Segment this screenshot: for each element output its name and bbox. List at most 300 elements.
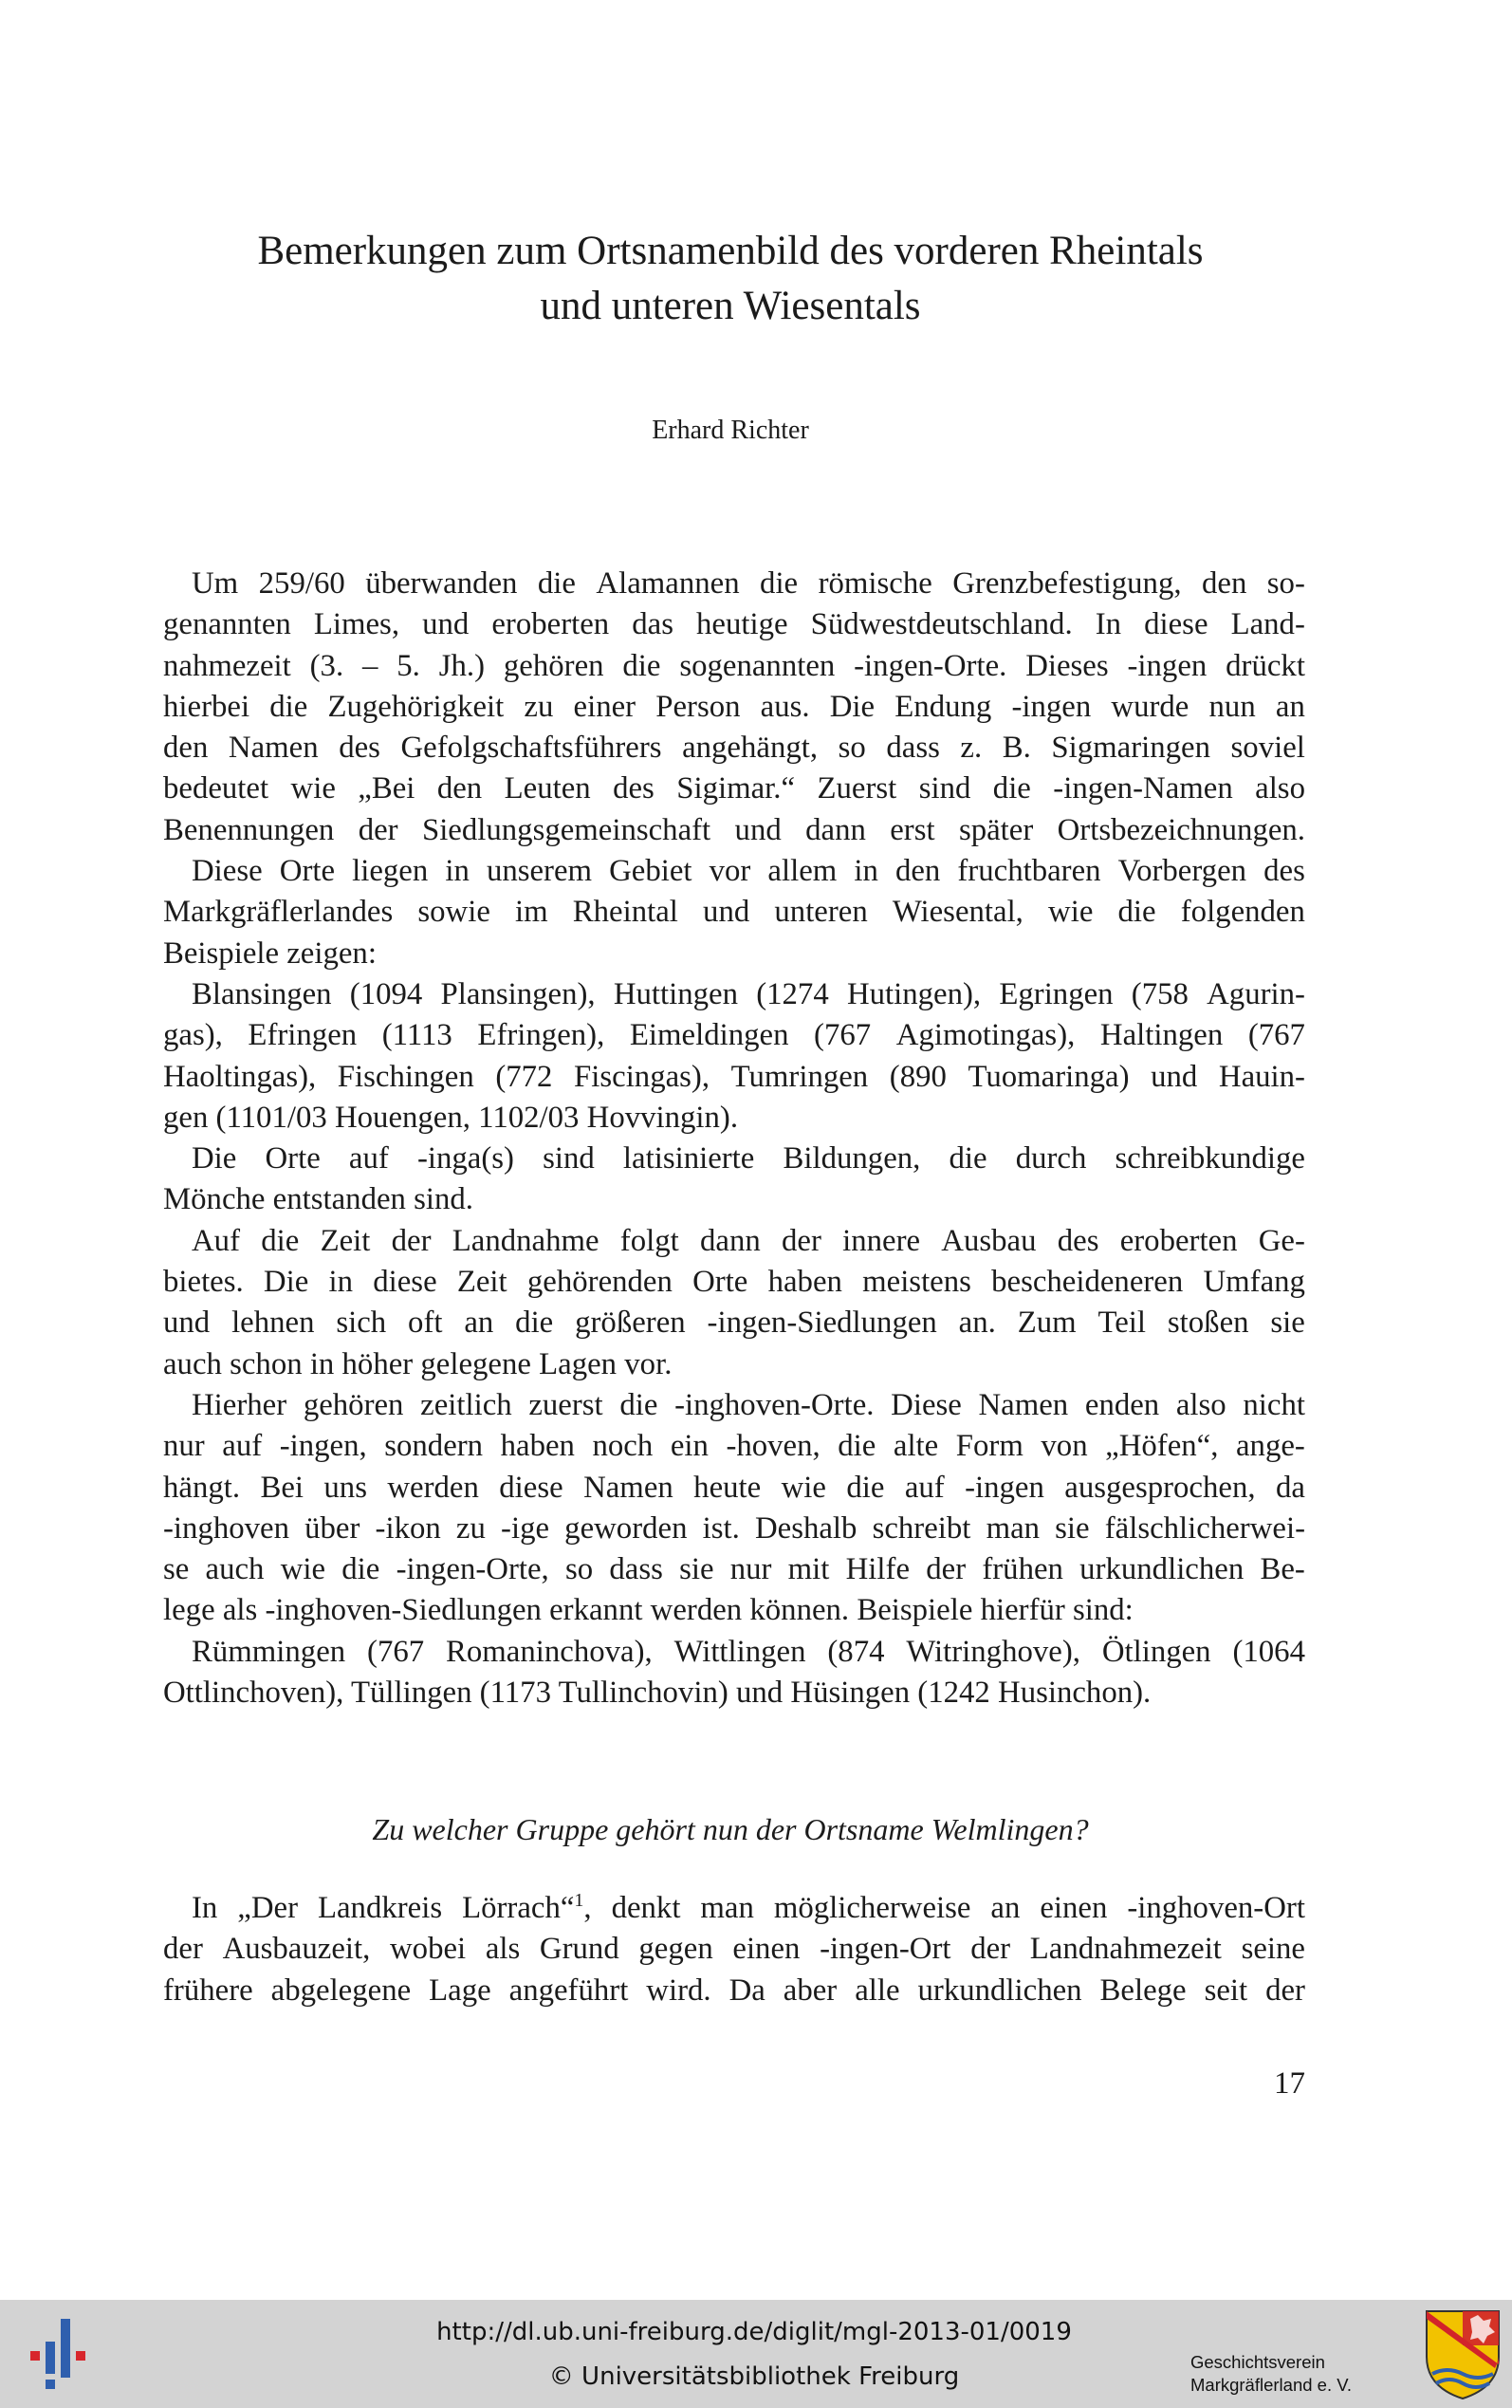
word: sind	[543, 1141, 595, 1176]
word: Teil	[1097, 1306, 1147, 1341]
word: „Bei	[358, 771, 415, 806]
title-line-1: Bemerkungen zum Ortsnamenbild des vorderen Rheintals	[257, 229, 1204, 273]
word: überwanden	[365, 566, 518, 601]
word: (874	[827, 1634, 885, 1669]
word: des	[613, 771, 655, 806]
word: vor	[709, 854, 751, 889]
word: sowie	[417, 895, 490, 930]
word: später	[958, 812, 1034, 847]
word: die	[760, 566, 799, 601]
word: Blansingen	[192, 976, 332, 1011]
word: (1064	[1232, 1634, 1305, 1669]
word: Diese	[192, 854, 263, 889]
word: In	[1095, 607, 1122, 642]
word: Alamannen	[596, 566, 740, 601]
word: Ausbauzeit,	[222, 1932, 371, 1967]
word: den	[1202, 566, 1247, 601]
word: und	[422, 607, 470, 642]
word: eroberten	[491, 607, 610, 642]
word: Zeit	[320, 1223, 371, 1258]
word: Gefolgschaftsführers	[400, 731, 662, 766]
word: diese	[499, 1470, 563, 1505]
word: Grund	[539, 1932, 619, 1967]
word: Zum	[1017, 1306, 1077, 1341]
body-line	[163, 1385, 1305, 1426]
word: wurde	[1111, 689, 1189, 724]
word: Limes,	[313, 607, 400, 642]
body-line: Beispiele zeigen:	[163, 935, 377, 971]
word: latisinierte	[622, 1141, 755, 1176]
body-line: Ottlinchoven), Tüllingen (1173 Tullinchovin) und Hüsingen (1242 Husinchon).	[163, 1676, 1152, 1711]
word: man	[986, 1510, 1041, 1546]
word: man	[700, 1891, 754, 1925]
word: -ingen	[1127, 648, 1208, 683]
word: liegen	[352, 854, 429, 889]
word: geworden	[564, 1510, 688, 1546]
word: Zuerst	[817, 771, 897, 806]
body-line	[163, 1632, 1305, 1673]
word: Eimeldingen	[629, 1018, 789, 1053]
word: Efringen	[248, 1018, 358, 1053]
word: Be-	[1260, 1552, 1305, 1587]
title-line-2: und unteren Wiesentals	[540, 284, 921, 328]
word: einen	[732, 1932, 801, 1967]
word: unteren	[774, 895, 868, 930]
word: die	[261, 1223, 300, 1258]
word: wird.	[646, 1973, 711, 2008]
word: -ikon	[375, 1510, 441, 1546]
word: frühere	[163, 1973, 253, 2008]
word: in	[854, 854, 878, 889]
word: Hutingen),	[846, 976, 982, 1011]
word: Die	[829, 689, 876, 724]
word: Bei	[260, 1470, 304, 1505]
word: soviel	[1230, 731, 1305, 766]
word: oft	[408, 1306, 443, 1341]
word: uns	[323, 1470, 367, 1505]
word: (3.	[309, 648, 344, 683]
section-heading: Zu welcher Gruppe gehört nun der Ortsname Welmlingen?	[372, 1812, 1089, 1846]
word: der	[163, 1932, 203, 1967]
word: In	[192, 1891, 218, 1925]
body-line: Mönche entstanden sind.	[163, 1182, 473, 1217]
word: die	[846, 1470, 885, 1505]
word: „Höfen“,	[1105, 1429, 1219, 1464]
word: fruchtbaren	[957, 854, 1101, 889]
body-line	[163, 1509, 1305, 1549]
body-line	[163, 646, 1305, 687]
society-name	[1190, 2351, 1399, 2397]
word: folgenden	[1180, 895, 1305, 930]
word: Benennungen	[163, 812, 335, 847]
word: Fiscingas),	[574, 1059, 710, 1094]
word: 259/60	[258, 566, 345, 601]
word: angeführt	[508, 1973, 629, 2008]
word: Landnahmezeit	[1029, 1932, 1222, 1967]
body-line: gen (1101/03 Houengen, 1102/03 Hovvingin).	[163, 1100, 739, 1135]
body-line	[163, 810, 1305, 851]
word: die	[537, 566, 576, 601]
word: möglicherweise	[773, 1891, 971, 1925]
society-name-line-1: Geschichtsverein	[1190, 2352, 1325, 2372]
word: also	[1255, 771, 1305, 806]
word: Gebiet	[609, 854, 692, 889]
word: Leuten	[504, 771, 591, 806]
word: im	[515, 895, 548, 930]
word: Namen	[978, 1387, 1069, 1422]
word: der	[781, 1223, 821, 1258]
word: Orte	[265, 1141, 321, 1176]
word: eroberten	[1119, 1223, 1238, 1258]
word: (1274	[756, 976, 829, 1011]
word: -ingen	[1011, 689, 1092, 724]
word: den	[894, 854, 941, 889]
word: die	[622, 648, 661, 683]
word: ein	[670, 1429, 709, 1464]
word: (772	[495, 1059, 553, 1094]
word: wobei	[389, 1932, 467, 1967]
word: -hoven,	[726, 1429, 821, 1464]
word: Form	[955, 1429, 1023, 1464]
word: nur	[729, 1552, 772, 1587]
word: und	[1151, 1059, 1198, 1094]
body-line	[163, 1262, 1305, 1303]
word: -inga(s)	[416, 1141, 514, 1176]
section-text	[163, 1888, 1305, 2011]
word: werden	[387, 1470, 479, 1505]
word: Endung	[894, 689, 992, 724]
body-line: lege als -inghoven-Siedlungen erkannt werden können. Beispiele hierfür sind:	[163, 1593, 1134, 1628]
word: schreibkundige	[1115, 1141, 1305, 1176]
word: Umfang	[1203, 1265, 1305, 1300]
word: Hilfe	[845, 1552, 911, 1587]
word: Markgräflerlandes	[163, 895, 394, 930]
word: dass	[609, 1552, 663, 1587]
word: Plansingen),	[440, 976, 596, 1011]
footnote-marker[interactable]: 1	[574, 1890, 584, 1912]
word: -ige	[501, 1510, 550, 1546]
word: den	[436, 771, 483, 806]
word: Haoltingas),	[163, 1059, 317, 1094]
word: Belege	[1099, 1973, 1187, 2008]
body-line	[163, 1015, 1305, 1056]
word: der	[926, 1552, 967, 1587]
word: als	[485, 1932, 521, 1967]
word: Ortsbezeichnungen.	[1057, 812, 1305, 847]
word: Grenzbefestigung,	[952, 566, 1182, 601]
word: diese	[1144, 607, 1208, 642]
society-name-line-2: Markgräflerland e. V.	[1190, 2375, 1353, 2395]
word: die	[838, 1429, 876, 1464]
word: bescheideneren	[991, 1265, 1184, 1300]
word: Lörrach“$^1$,	[462, 1890, 592, 1925]
word: auf	[222, 1429, 263, 1464]
word: Namen	[583, 1470, 673, 1505]
word: urkundlichen	[1079, 1552, 1245, 1587]
body-text	[163, 564, 1305, 1713]
word: die	[341, 1552, 380, 1587]
word: römische	[818, 566, 932, 601]
word: der	[1265, 1973, 1305, 2008]
word: -ingen-Namen	[1053, 771, 1233, 806]
word: hängt.	[163, 1470, 241, 1505]
body-line	[163, 1057, 1305, 1098]
section-line	[163, 1888, 1305, 1929]
society-crest-icon	[1423, 2307, 1503, 2402]
word: die	[1117, 895, 1156, 930]
word: des	[1263, 854, 1305, 889]
word: in	[328, 1265, 354, 1300]
word: gehörenden	[526, 1265, 673, 1300]
word: ausgesprochen,	[1064, 1470, 1256, 1505]
word: heutige	[696, 607, 788, 642]
word: nahmezeit	[163, 648, 291, 683]
word: enden	[1084, 1387, 1160, 1422]
word: Fischingen	[337, 1059, 474, 1094]
word: Deshalb	[754, 1510, 857, 1546]
word: haben	[767, 1265, 842, 1300]
word: nun	[1208, 689, 1256, 724]
word: einen	[1040, 1891, 1108, 1925]
word: Huttingen	[613, 976, 738, 1011]
word: über	[304, 1510, 360, 1546]
word: (1094	[349, 976, 423, 1011]
word: bietes.	[163, 1265, 244, 1300]
word: so-	[1266, 566, 1305, 601]
section-line	[163, 1929, 1305, 1970]
word: Wittlingen	[673, 1634, 806, 1669]
word: wie	[290, 771, 336, 806]
word: Wiesental,	[892, 895, 1023, 930]
word: diese	[373, 1265, 437, 1300]
word: Auf	[192, 1223, 241, 1258]
word: (758	[1131, 976, 1189, 1011]
word: Da	[728, 1973, 765, 2008]
word: wie	[781, 1470, 826, 1505]
word: -ingen,	[279, 1429, 367, 1464]
word: -ingen-Ort	[820, 1932, 951, 1967]
author-name: Erhard Richter	[652, 416, 809, 445]
word: -inghoven	[163, 1510, 289, 1546]
word: Person	[655, 689, 741, 724]
word: bedeutet	[163, 771, 269, 806]
word: -ingen-Orte.	[854, 648, 1007, 683]
word: frühen	[982, 1552, 1063, 1587]
word: Zeit	[456, 1265, 507, 1300]
word: also	[1175, 1387, 1226, 1422]
word: an.	[958, 1306, 996, 1341]
word: Orte	[279, 854, 336, 889]
body-line	[163, 1303, 1305, 1343]
body-line	[163, 769, 1305, 809]
word: größeren	[575, 1306, 686, 1341]
word: noch	[592, 1429, 654, 1464]
word: des	[1057, 1223, 1099, 1258]
word: (767	[814, 1018, 872, 1053]
word: zu	[524, 689, 554, 724]
word: haben	[500, 1429, 575, 1464]
word: sie	[1270, 1306, 1305, 1341]
word: abgelegene	[270, 1973, 412, 2008]
word: 5.	[396, 648, 420, 683]
word: sind	[918, 771, 971, 806]
word: und	[163, 1306, 211, 1341]
word: aber	[783, 1973, 838, 2008]
digital-library-logo-icon	[27, 2313, 102, 2395]
word: von	[1041, 1429, 1088, 1464]
word: urkundlichen	[917, 1973, 1082, 2008]
body-line	[163, 851, 1305, 892]
word: dann	[805, 812, 866, 847]
body-line	[163, 564, 1305, 604]
word: erst	[890, 812, 935, 847]
word: die	[269, 689, 308, 724]
word: durch	[1015, 1141, 1087, 1176]
word: (890	[889, 1059, 947, 1094]
word: Jh.)	[438, 648, 486, 683]
word: „Der	[237, 1891, 299, 1925]
word: die	[992, 771, 1031, 806]
word: Südwestdeutschland.	[810, 607, 1073, 642]
section-line	[163, 1971, 1305, 2011]
word: Landnahme	[452, 1223, 599, 1258]
word: die	[515, 1306, 554, 1341]
word: Sigmaringen	[1051, 731, 1210, 766]
word: sogenannten	[679, 648, 836, 683]
word: einer	[573, 689, 636, 724]
word: zeitlich	[420, 1387, 512, 1422]
word: an	[464, 1306, 494, 1341]
word: auch	[205, 1552, 265, 1587]
word: ange-	[1235, 1429, 1305, 1464]
word: Agurin-	[1207, 976, 1305, 1011]
word: der	[358, 812, 398, 847]
word: Hauin-	[1218, 1059, 1305, 1094]
word: an	[990, 1891, 1021, 1925]
word: drückt	[1226, 648, 1305, 683]
word: gehören	[303, 1387, 404, 1422]
word: des	[339, 731, 380, 766]
word: Landkreis	[317, 1891, 443, 1925]
word: auf	[904, 1470, 945, 1505]
footer-copyright: © Universitätsbibliothek Freiburg	[548, 2362, 960, 2391]
word: innere	[842, 1223, 921, 1258]
body-line	[163, 1139, 1305, 1179]
body-line	[163, 1549, 1305, 1590]
word: schreibt	[872, 1510, 971, 1546]
body-line	[163, 604, 1305, 645]
word: an	[1275, 689, 1305, 724]
word: sich	[336, 1306, 387, 1341]
word: -inghoven-Orte.	[674, 1387, 875, 1422]
word: das	[632, 607, 673, 642]
word: der	[970, 1932, 1011, 1967]
word: die	[949, 1141, 987, 1176]
word: B.	[1002, 731, 1031, 766]
word: Ge-	[1258, 1223, 1305, 1258]
word: z.	[960, 731, 983, 766]
word: -ingen-Orte,	[396, 1552, 549, 1587]
word: Witringhove),	[906, 1634, 1080, 1669]
word: seit	[1204, 1973, 1248, 2008]
word: lehnen	[231, 1306, 315, 1341]
body-line	[163, 974, 1305, 1015]
word: dann	[699, 1223, 761, 1258]
word: Diese	[891, 1387, 962, 1422]
word: sie	[679, 1552, 714, 1587]
word: und	[734, 812, 782, 847]
word: Rheintal	[572, 895, 678, 930]
word: angehängt,	[682, 731, 819, 766]
word: genannten	[163, 607, 291, 642]
word: allem	[767, 854, 838, 889]
word: den	[163, 731, 209, 766]
body-line	[163, 1221, 1305, 1262]
word: Tuomaringa)	[968, 1059, 1130, 1094]
word: -ingen-Siedlungen	[707, 1306, 937, 1341]
page-title	[114, 224, 1347, 334]
word: in	[445, 854, 470, 889]
word: –	[362, 648, 378, 683]
word: Um	[192, 566, 239, 601]
word: (767	[1247, 1018, 1305, 1053]
word: nur	[163, 1429, 205, 1464]
word: alle	[855, 1973, 900, 2008]
footer-url-link[interactable]: http://dl.ub.uni-freiburg.de/diglit/mgl-2013-01/0019	[436, 2318, 1072, 2346]
page-number: 17	[1274, 2066, 1305, 2101]
word: Ötlingen	[1101, 1634, 1211, 1669]
word: Hierher	[192, 1387, 287, 1422]
word: sie	[1055, 1510, 1090, 1546]
word: seine	[1241, 1932, 1305, 1967]
word: auf	[348, 1141, 389, 1176]
word: Egringen	[999, 976, 1114, 1011]
word: Rümmingen	[192, 1634, 346, 1669]
word: mit	[787, 1552, 830, 1587]
word: Orte	[692, 1265, 748, 1300]
word: sondern	[384, 1429, 484, 1464]
word: Ausbau	[941, 1223, 1037, 1258]
word: Land-	[1230, 607, 1305, 642]
word: unserem	[486, 854, 593, 889]
word: -ingen	[965, 1470, 1044, 1505]
word: wie	[280, 1552, 326, 1587]
word: zu	[455, 1510, 486, 1546]
word: alte	[893, 1429, 939, 1464]
word: Vorbergen	[1117, 854, 1247, 889]
word: Siedlungsgemeinschaft	[421, 812, 711, 847]
word: Dieses	[1025, 648, 1109, 683]
word: Tumringen	[730, 1059, 869, 1094]
word: (1113	[381, 1018, 452, 1053]
word: da	[1275, 1470, 1305, 1505]
word: stoßen	[1167, 1306, 1249, 1341]
word: gegen	[638, 1932, 713, 1967]
word: folgt	[619, 1223, 679, 1258]
word: zuerst	[528, 1387, 603, 1422]
word: Efringen),	[477, 1018, 605, 1053]
word: wie	[1048, 895, 1094, 930]
word: der	[391, 1223, 432, 1258]
word: ist.	[702, 1510, 740, 1546]
word: aus.	[760, 689, 810, 724]
word: denkt	[611, 1891, 681, 1925]
word: Namen	[228, 731, 319, 766]
word: dass	[886, 731, 940, 766]
word: nicht	[1243, 1387, 1305, 1422]
word: heute	[693, 1470, 762, 1505]
word: Die	[263, 1265, 309, 1300]
